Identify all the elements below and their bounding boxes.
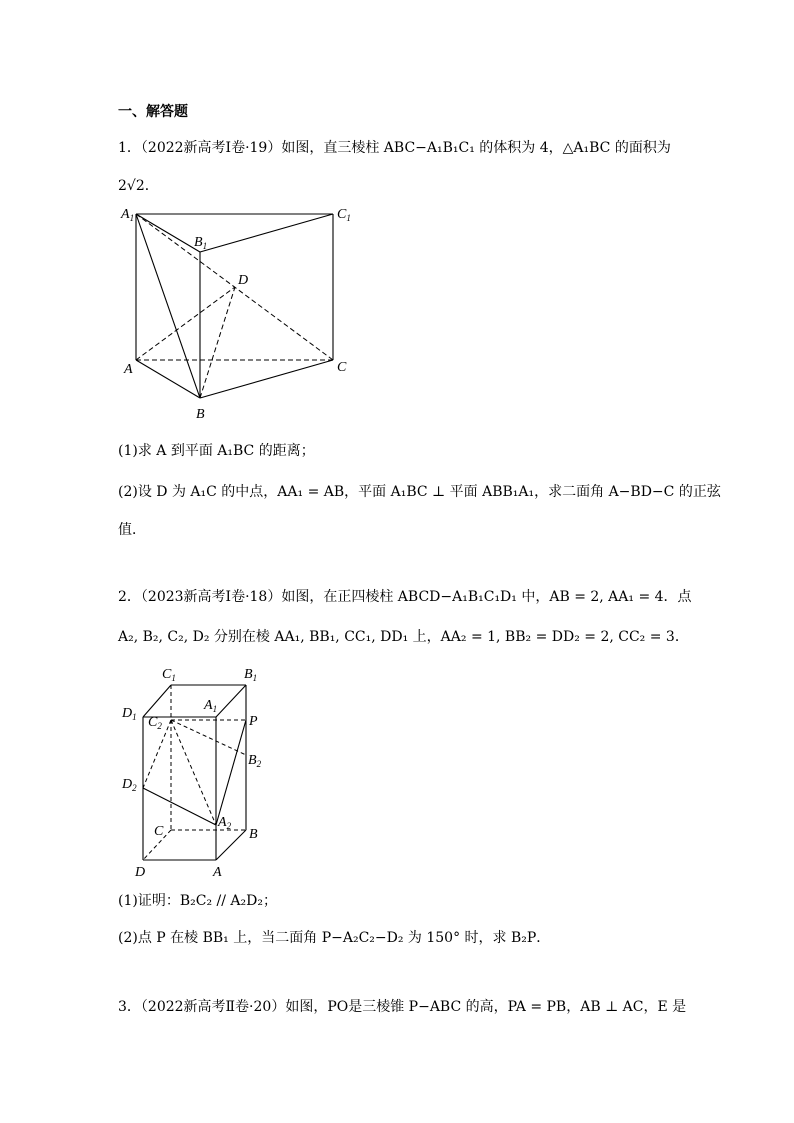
label-c: C <box>337 360 347 375</box>
edge-d2-a2 <box>143 788 216 825</box>
label-d1: $D_1$ <box>122 706 137 722</box>
q1-part2: (2)设 D 为 A₁C 的中点，AA₁ = AB，平面 A₁BC ⊥ 平面 ABB₁A₁，求二面角 A−BD−C 的正弦 <box>118 484 721 500</box>
label-b1: $B_1$ <box>244 667 258 683</box>
label-c: C <box>154 824 164 839</box>
edge-a1-b1 <box>216 685 246 717</box>
q3-stem-line1: 3．（2022新高考Ⅱ卷·20）如图，PO是三棱锥 P−ABC 的高，PA = PB，AB ⊥ AC，E 是 <box>118 999 687 1015</box>
label-b: B <box>196 407 205 422</box>
label-d: D <box>135 865 146 880</box>
label-b2: $B_2$ <box>248 753 262 769</box>
edge-a-d <box>136 287 235 360</box>
label-a1: $A_1$ <box>121 207 135 223</box>
edge-a1-b <box>136 214 200 398</box>
label-a2: $A_2$ <box>218 815 232 831</box>
label-b1: $B_1$ <box>194 235 208 251</box>
q2-part2: (2)点 P 在棱 BB₁ 上，当二面角 P−A₂C₂−D₂ 为 150° 时，求 B₂P． <box>118 930 551 946</box>
label-c1: $C_1$ <box>162 667 176 683</box>
section-title: 一、解答题 <box>118 104 188 120</box>
q2-stem-line2: A₂, B₂, C₂, D₂ 分别在棱 AA₁, BB₁, CC₁, DD₁ 上，AA₂ = 1, BB₂ = DD₂ = 2, CC₂ = 3． <box>118 629 689 645</box>
label-c1: $C_1$ <box>337 207 351 223</box>
label-d2: $D_2$ <box>122 777 137 793</box>
q2-part1: (1)证明：B₂C₂ // A₂D₂； <box>118 893 277 909</box>
edge-a1-b1 <box>136 214 200 252</box>
label-c2: $C_2$ <box>148 715 162 731</box>
edge-b-c <box>200 360 333 398</box>
q2-figure <box>118 660 278 880</box>
edge-b1-c1 <box>200 214 333 252</box>
label-a: A <box>124 362 133 377</box>
edge-c2-a2 <box>171 720 216 825</box>
q1-part1: (1)求 A 到平面 A₁BC 的距离； <box>118 443 315 459</box>
q1-stem-line2: 2√2． <box>118 178 159 194</box>
q1-part2-cont: 值． <box>118 522 146 538</box>
edge-c2-b2 <box>171 720 246 755</box>
label-b: B <box>249 827 258 842</box>
label-a1: $A_1$ <box>204 698 218 714</box>
label-p: P <box>249 714 258 729</box>
edge-a-b <box>216 830 246 860</box>
edge-a2-p <box>216 720 246 825</box>
label-a: A <box>213 865 222 880</box>
edge-d1-c1 <box>143 685 171 717</box>
q1-figure <box>118 200 358 425</box>
edge-a-b <box>136 360 200 398</box>
q2-stem-line1: 2．（2023新高考Ⅰ卷·18）如图，在正四棱柱 ABCD−A₁B₁C₁D₁ 中，AB = 2, AA₁ = 4．点 <box>118 589 692 605</box>
q1-stem-line1: 1．（2022新高考Ⅰ卷·19）如图，直三棱柱 ABC−A₁B₁C₁ 的体积为 4，△A₁BC 的面积为 <box>118 140 671 156</box>
label-d: D <box>238 273 249 288</box>
edge-b-d <box>200 287 235 398</box>
